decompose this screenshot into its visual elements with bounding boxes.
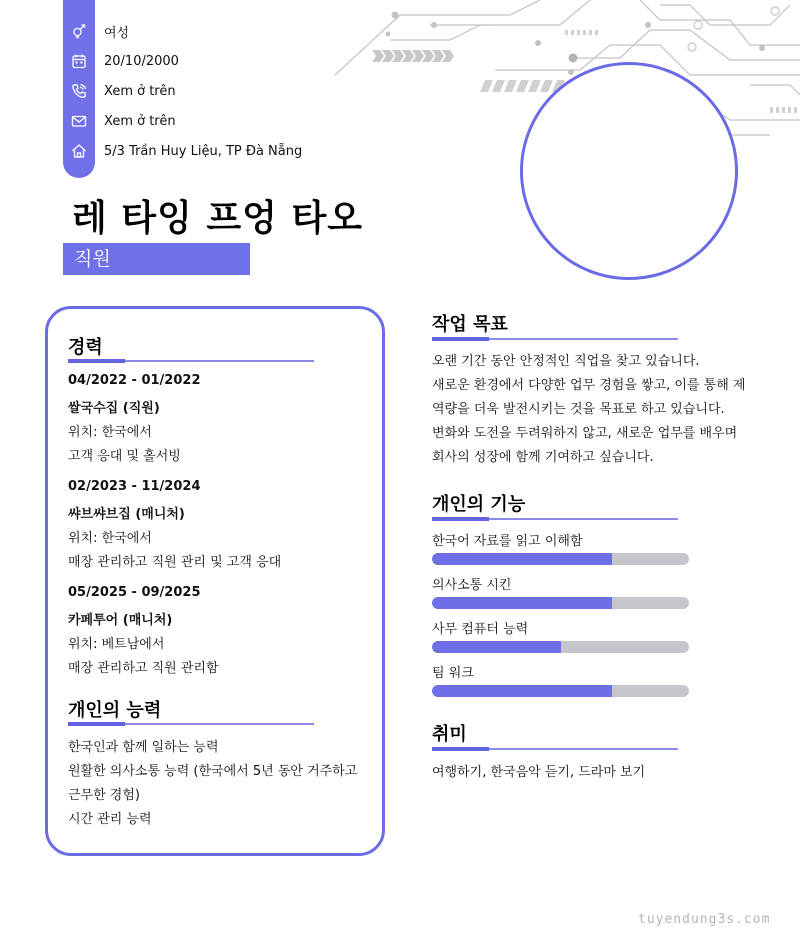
skill-bar [432,685,689,697]
abilities-title: 개인의 능력 [68,700,162,721]
abilities-underline [68,723,314,725]
skills-title: 개인의 기능 [432,494,526,515]
job-company: 카페투어 (매니처) [68,613,173,628]
skill-bar [432,641,689,653]
objective-line: 역량을 더욱 발전시키는 것을 목표로 하고 있습니다. [432,402,725,417]
hobbies-title: 취미 [432,724,467,745]
skill-label: 팀 워크 [432,666,474,681]
objective-line: 새로운 환경에서 다양한 업무 경험을 쌓고, 이를 통해 제 [432,378,746,393]
skill-bar-fill [432,597,612,609]
hobbies-underline [432,748,678,750]
gender-icon [63,23,95,39]
objective-title: 작업 목표 [432,314,508,335]
phone-text: Xem ở trên [104,83,176,99]
skill-label: 의사소통 시킨 [432,578,512,593]
contact-address [63,136,363,166]
job-duty: 고객 응대 및 홀서빙 [68,449,181,464]
skill-bar-fill [432,685,612,697]
skill-bar [432,553,689,565]
mail-icon [63,113,95,129]
candidate-name: 레 타잉 프엉 타오 [72,198,364,239]
profile-photo-frame [520,62,738,280]
job-company: 쌀국수집 (직원) [68,401,160,416]
hobbies-text: 여행하기, 한국음악 듣기, 드라마 보기 [432,765,646,780]
ability-line: 원활한 의사소통 능력 (한국에서 5년 동안 거주하고 [68,764,358,779]
email-text: Xem ở trên [104,113,176,129]
skill-bar-fill [432,553,612,565]
skills-underline [432,518,678,520]
job-duty: 매장 관리하고 직원 관리 및 고객 응대 [68,555,282,570]
job-period: 04/2022 - 01/2022 [68,373,201,388]
contact-birthdate [63,46,363,76]
calendar-icon [63,53,95,69]
objective-line: 변화와 도전을 두려워하지 않고, 새로운 업무를 배우며 [432,426,738,441]
skill-bar-fill [432,641,561,653]
job-location: 위치: 베트남에서 [68,637,165,652]
job-location: 위치: 한국에서 [68,425,152,440]
job-location: 위치: 한국에서 [68,531,152,546]
job-period: 05/2025 - 09/2025 [68,585,201,600]
address-text: 5/3 Trần Huy Liệu, TP Đà Nẵng [104,143,303,159]
job-company: 쌰브쌰브집 (매니처) [68,507,185,522]
skill-bar [432,597,689,609]
home-icon [63,143,95,159]
skill-label: 한국어 자료를 읽고 이해함 [432,534,583,549]
objective-line: 오랜 기간 동안 안정적인 직업을 찾고 있습니다. [432,354,700,369]
skill-label: 사무 컴퓨터 능력 [432,622,529,637]
job-period: 02/2023 - 11/2024 [68,479,201,494]
ability-line: 한국인과 함께 일하는 능력 [68,740,219,755]
contact-gender [63,16,363,46]
watermark: tuyendung3s.com [638,912,771,927]
phone-icon [63,83,95,99]
contact-email [63,106,363,136]
contact-phone [63,76,363,106]
experience-title: 경력 [68,337,103,358]
experience-underline [68,360,314,362]
ability-line: 시간 관리 능력 [68,812,152,827]
position-badge [63,243,250,275]
gender-text: 여성 [104,25,130,41]
objective-line: 회사의 성장에 함께 기여하고 싶습니다. [432,450,654,465]
birthdate-text: 20/10/2000 [104,53,179,69]
job-duty: 매장 관리하고 직원 관리함 [68,661,219,676]
position-text: 직원 [74,248,111,270]
ability-line: 근무한 경험) [68,788,140,803]
objective-underline [432,338,678,340]
